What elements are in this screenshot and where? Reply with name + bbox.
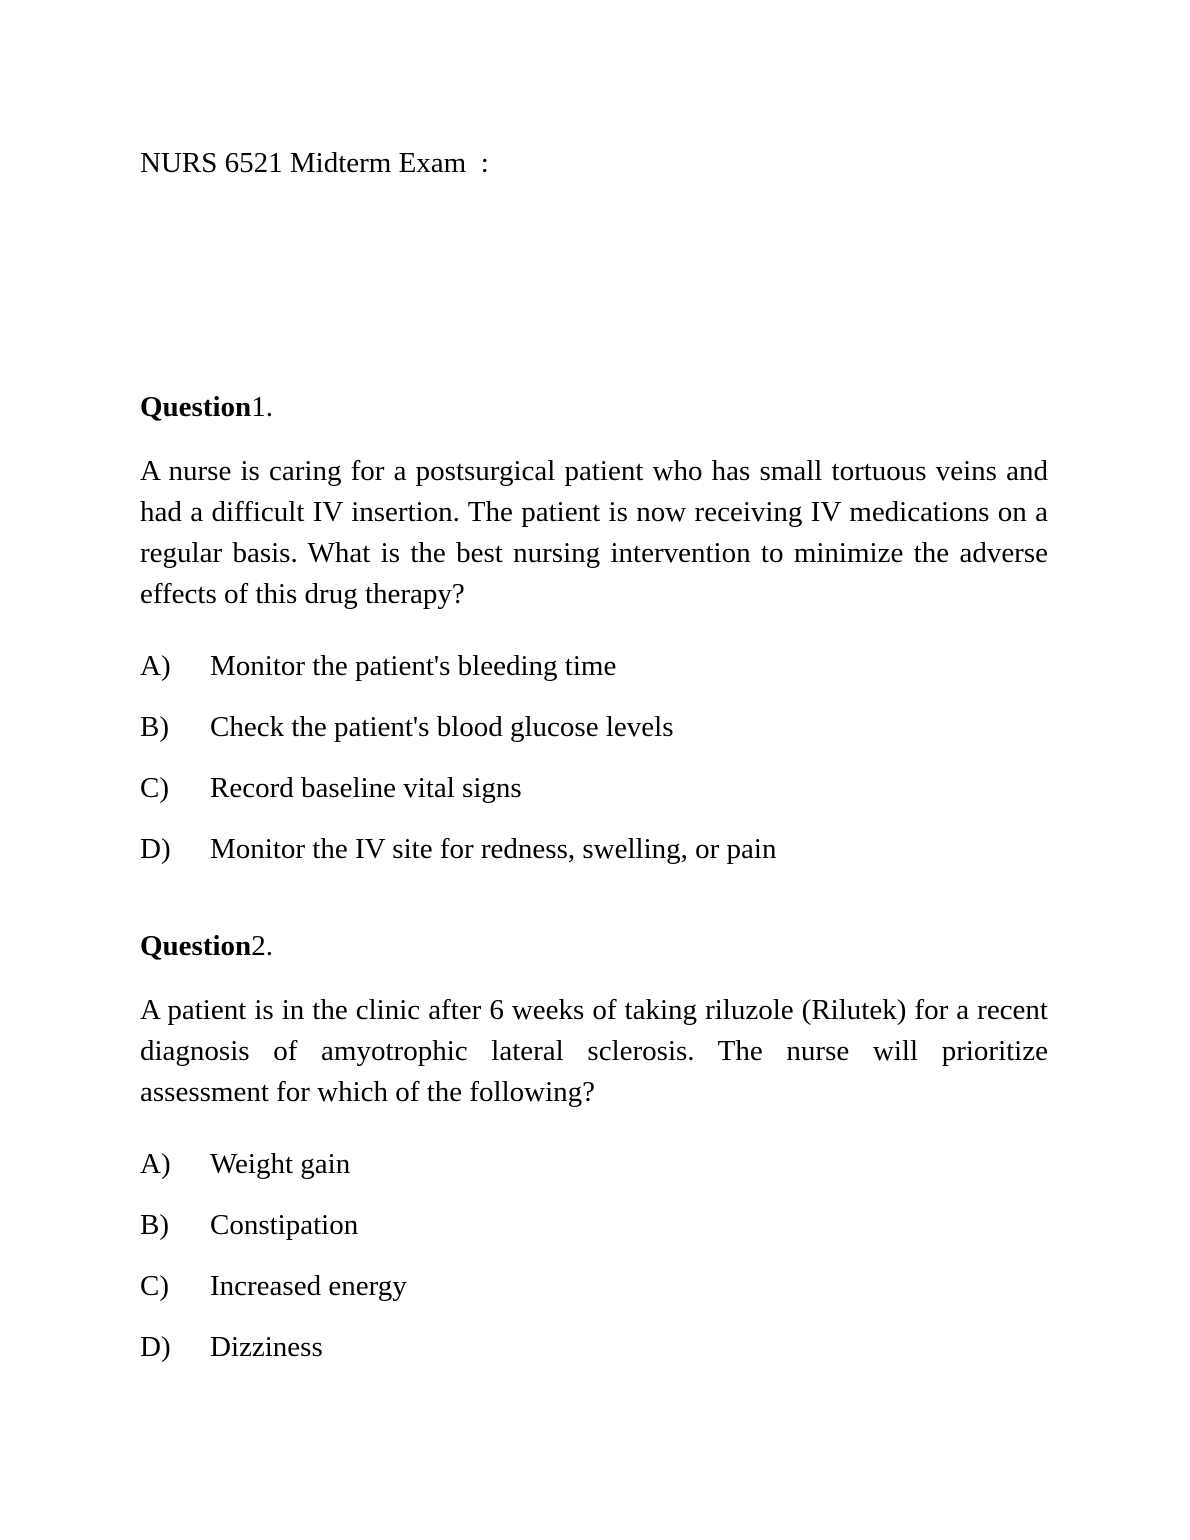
question-2-option-d bbox=[140, 1330, 1048, 1364]
question-1-number: 1. bbox=[251, 391, 273, 423]
question-1-option-c bbox=[140, 771, 1048, 805]
question-1-label: Question bbox=[140, 391, 252, 423]
option-letter: A) bbox=[140, 650, 171, 682]
option-text: Check the patient's blood glucose levels bbox=[210, 711, 674, 743]
option-text: Constipation bbox=[210, 1209, 359, 1241]
option-letter: D) bbox=[140, 833, 171, 865]
option-text: Record baseline vital signs bbox=[210, 772, 522, 804]
option-text: Weight gain bbox=[210, 1148, 351, 1180]
document-title: NURS 6521 Midterm Exam : bbox=[140, 147, 489, 179]
option-letter: B) bbox=[140, 711, 169, 743]
option-letter: D) bbox=[140, 1331, 171, 1363]
question-1-option-d bbox=[140, 832, 1048, 866]
option-letter: C) bbox=[140, 1270, 169, 1302]
question-2-number: 2. bbox=[251, 930, 273, 962]
option-letter: A) bbox=[140, 1148, 171, 1180]
question-1-text: A nurse is caring for a postsurgical patient who has small tortuous veins and had a difficult IV insertion. The patient is now receiving IV medications on a regular basis. What is the best nursing intervention to minimize the adverse effects of this drug therapy? bbox=[140, 455, 1048, 610]
question-block-1 bbox=[140, 389, 1048, 866]
question-1-option-b bbox=[140, 710, 1048, 744]
question-2-label: Question bbox=[140, 930, 252, 962]
question-block-2 bbox=[140, 928, 1048, 1364]
option-text: Increased energy bbox=[210, 1270, 407, 1302]
question-2-option-c bbox=[140, 1269, 1048, 1303]
question-1-heading bbox=[140, 389, 1048, 425]
question-2-text: A patient is in the clinic after 6 weeks of taking riluzole (Rilutek) for a recent diagnosis of amyotrophic lateral sclerosis. The nurse will prioritize assessment for which of the following? bbox=[140, 994, 1048, 1108]
option-text: Monitor the patient's bleeding time bbox=[210, 650, 617, 682]
option-text: Dizziness bbox=[210, 1331, 323, 1363]
question-2-option-b bbox=[140, 1208, 1048, 1242]
option-letter: C) bbox=[140, 772, 169, 804]
option-letter: B) bbox=[140, 1209, 169, 1241]
question-1-option-a bbox=[140, 649, 1048, 683]
question-2-heading bbox=[140, 928, 1048, 964]
option-text: Monitor the IV site for redness, swelling, or pain bbox=[210, 833, 777, 865]
question-2-option-a bbox=[140, 1147, 1048, 1181]
